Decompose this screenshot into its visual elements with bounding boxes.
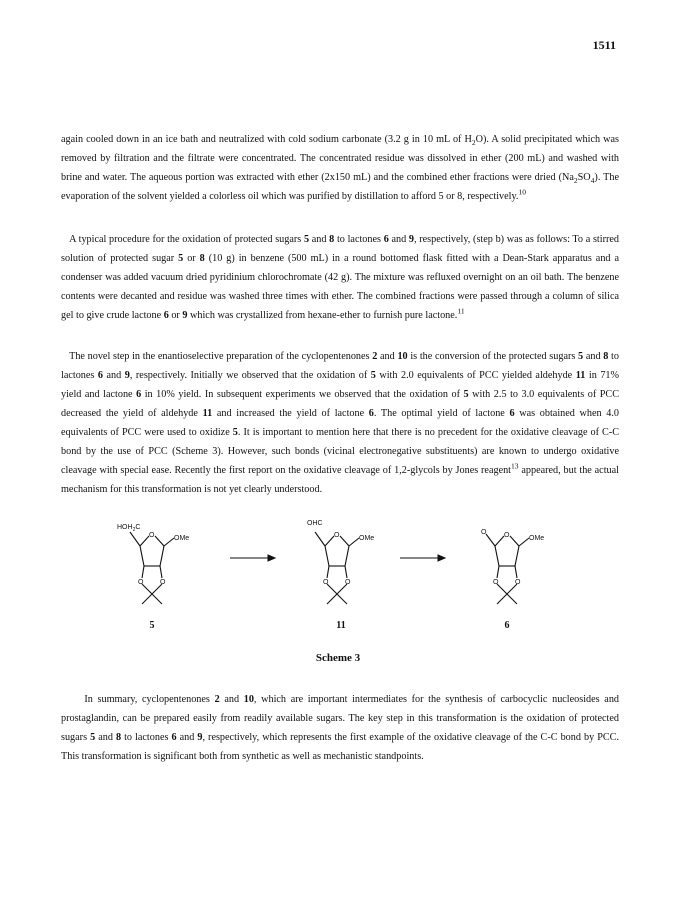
scheme-3-diagram	[100, 510, 580, 660]
paragraph-novel-step: The novel step in the enantioselective preparation of the cyclopentenones 2 and 10 is the conversion of the protected sugars 5 and 8 to lactones 6 and 9, respectively. Initially we observed that the oxidation of 5 with 2.0 equivalents of PCC yielded aldehyde 11 in 71% yield and lactone 6 in 10% yield. In subsequent experiments we observed that the oxidation of 5 with 2.5 to 3.0 equivalents of PCC decreased the yield of aldehyde 11 and increased the yield of lactone 6. The optimal yield of lactone 6 was obtained when 4.0 equivalents of PCC were used to oxidize 5. It is important to mention here that there is no precedent for the oxidative cleavage of C-C bond by the use of PCC (Scheme 3). However, such bonds (vicinal electronegative substituents) are known to undergo oxidative cleavage with special ease. Recently the first report on the oxidative cleavage of 1,2-glycols by Jones reagent$^{13}$ appeared, but the actual mechanism for this transformation is not yet clearly understood.	[61, 351, 620, 495]
group-ome: OMe	[174, 535, 190, 542]
compound-label-5: 5	[149, 620, 155, 631]
reaction-arrow	[400, 555, 445, 561]
reaction-arrow	[230, 555, 275, 561]
carbonyl-oxygen: O	[481, 529, 487, 536]
oxygen-label: O	[138, 579, 144, 586]
oxygen-label: O	[515, 579, 521, 586]
compound-label-6: 6	[504, 620, 510, 631]
oxygen-label: O	[160, 579, 166, 586]
group-ohc: OHC	[307, 520, 323, 527]
structure-compound-11	[315, 532, 359, 604]
group-hoh2c: $HOH_2C$	[117, 524, 141, 533]
oxygen-label: O	[493, 579, 499, 586]
reference-superscript: 10	[518, 187, 526, 197]
reference-superscript: 13	[511, 461, 519, 471]
ring-oxygen: O	[149, 532, 155, 539]
page-number: 1511	[592, 38, 616, 52]
paragraph-summary: In summary, cyclopentenones 2 and 10, which are important intermediates for the synthesis of carbocyclic nucleosides and prostaglandin, can be prepared easily from readily available sugars. The key step in this transformation is the oxidation of protected sugars 5 and 8 to lactones 6 and 9, respectively, which represents the first example of the oxidative cleavage of the C-C bond by PCC. This transformation is significant both from synthetic as well as mechanistic standpoints.	[61, 694, 620, 762]
oxygen-label: O	[345, 579, 351, 586]
compound-label-11: 11	[336, 620, 346, 631]
ring-oxygen: O	[334, 532, 340, 539]
scheme-caption: Scheme 3	[315, 652, 361, 664]
paragraph-typical-procedure: A typical procedure for the oxidation of protected sugars 5 and 8 to lactones 6 and 9, respectively, (step b) was as follows: To a stirred solution of protected sugar 5 or 8 (10 g) in benzene (500 mL) in a round bottomed flask fitted with a Dean-Stark apparatus and a condenser was added vacuum dried pyridinium chlorochromate (42 g). The mixture was refluxed overnight on an oil bath. The benzene contents were decanted and residue was washed three times with ether. The combined fractions were passed through a column of silica gel to give crude lactone 6 or 9 which was crystallized from hexane-ether to furnish pure lactone.$^{11}$	[61, 234, 619, 321]
structure-compound-6	[486, 534, 529, 604]
reference-superscript: 11	[457, 306, 465, 316]
paragraph-procedure-end: again cooled down in an ice bath and neutralized with cold sodium carbonate (3.2 g in 10 mL of $H_2O$). A solid precipitated which was removed by filtration and the filtrate were concentrated. The concentrated residue was dissolved in ether (200 mL) and washed with brine and water. The aqueous portion was extracted with ether (2x150 mL) and the combined ether fractions were dried $(Na_2SO_4)$. The evaporation of the solvent yielded a colorless oil which was purified by distillation to afford 5 or 8, respectively.$^{10}$	[61, 134, 620, 202]
group-ome: OMe	[359, 535, 375, 542]
group-ome: OMe	[529, 535, 545, 542]
oxygen-label: O	[323, 579, 329, 586]
ring-oxygen: O	[504, 532, 510, 539]
structure-compound-5	[130, 532, 174, 604]
